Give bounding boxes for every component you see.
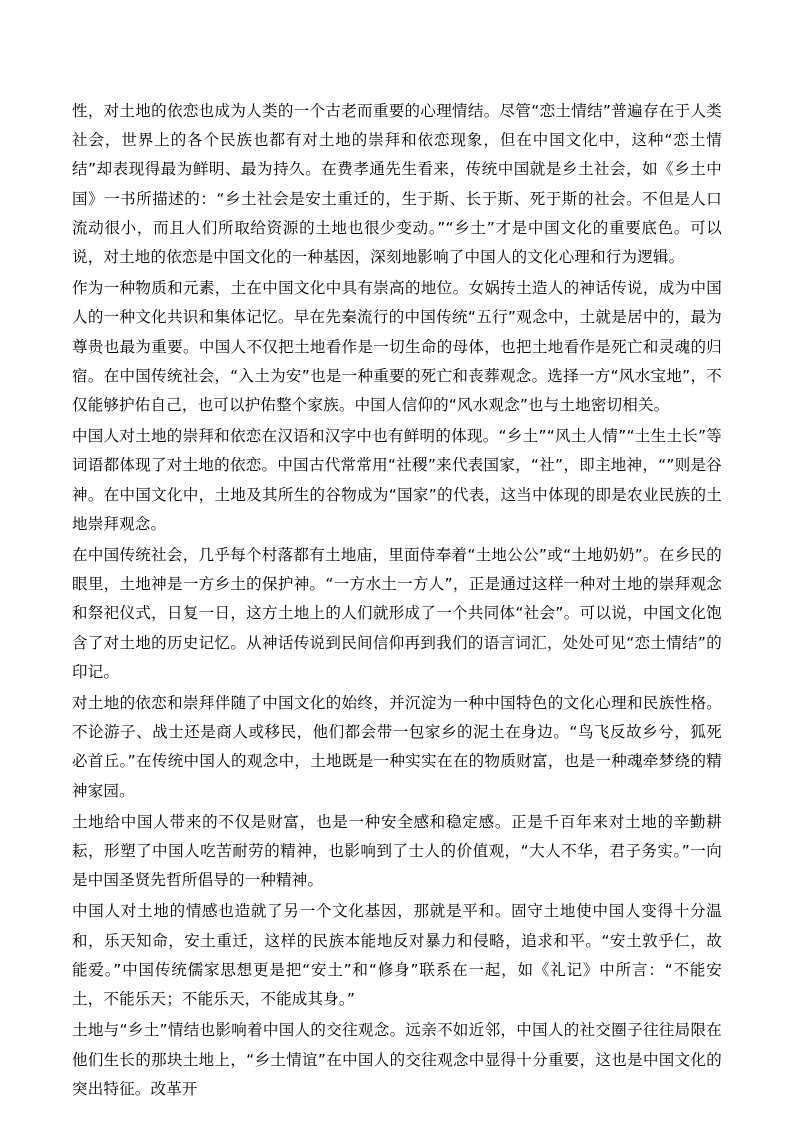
document-page [72,97,722,1104]
paragraph-7: 中国人对土地的情感也造就了另一个文化基因，那就是平和。固守土地使中国人变得十分温和，乐天知命，安土重迁，这样的民族本能地反对暴力和侵略，追求和平。“安土敦乎仁，故能爱。”中国传统儒家思想更是把“安土”和“修身”联系在一起，如《礼记》中所言：“不能安土，不能乐天；不能乐天，不能成其身。” [72,902,722,1009]
paragraph-2: 作为一种物质和元素，土在中国文化中具有崇高的地位。女娲抟土造人的神话传说，成为中国人的一种文化共识和集体记忆。早在先秦流行的中国传统“五行”观念中，土就是居中的，最为尊贵也最为重要。中国人不仅把土地看作是一切生命的母体，也把土地看作是死亡和灵魂的归宿。在中国传统社会，“入土为安”也是一种重要的死亡和丧葬观念。选择一方“风水宝地”，不仅能够护佑自己，也可以护佑整个家族。中国人信仰的“风水观念”也与土地密切相关。 [72,279,722,415]
paragraph-1: 性，对土地的依恋也成为人类的一个古老而重要的心理情结。尽管“恋土情结”普遍存在于人类社会，世界上的各个民族也都有对土地的崇拜和依恋现象，但在中国文化中，这种“恋土情结”却表现得最为鲜明、最为持久。在费孝通先生看来，传统中国就是乡土社会，如《乡土中国》一书所描述的：“乡土社会是安土重迁的，生于斯、长于斯、死于斯的社会。不但是人口流动很小，而且人们所取给资源的土地也很少变动。”“乡土”才是中国文化的重要底色。可以说，对土地的依恋是中国文化的一种基因，深刻地影响了中国人的文化心理和行为逻辑。 [72,102,722,267]
paragraph-5: 对土地的依恋和崇拜伴随了中国文化的始终，并沉淀为一种中国特色的文化心理和民族性格。不论游子、战士还是商人或移民，他们都会带一包家乡的泥土在身边。“鸟飞反故乡兮，狐死必首丘。”在传统中国人的观念中，土地既是一种实实在在的物质财富，也是一种魂牵梦绕的精神家园。 [72,694,722,800]
paragraph-6: 土地给中国人带来的不仅是财富，也是一种安全感和稳定感。正是千百年来对土地的辛勤耕耘，形塑了中国人吃苦耐劳的精神，也影响到了士人的价值观，“大人不华，君子务实。”一向是中国圣贤先哲所倡导的一种精神。 [72,812,722,890]
paragraph-3: 中国人对土地的崇拜和依恋在汉语和汉字中也有鲜明的体现。“乡土”“风土人情”“土生土长”等词语都体现了对土地的依恋。中国古代常常用“社稷”来代表国家，“社”，即主地神，“”则是谷神。在中国文化中，土地及其所生的谷物成为“国家”的代表，这当中体现的即是农业民族的土地崇拜观念。 [72,427,722,533]
paragraph-8: 土地与“乡土”情结也影响着中国人的交往观念。远亲不如近邻，中国人的社交圈子往往局限在他们生长的那块土地上，“乡土情谊”在中国人的交往观念中显得十分重要，这也是中国文化的突出特征。改革开 [72,1021,722,1098]
paragraph-4: 在中国传统社会，几乎每个村落都有土地庙，里面侍奉着“土地公公”或“土地奶奶”。在乡民的眼里，土地神是一方乡土的保护神。“一方水土一方人”，正是通过这样一种对土地的崇拜观念和祭祀仪式，日复一日，这方土地上的人们就形成了一个共同体“社会”。可以说，中国文化饱含了对土地的历史记忆。从神话传说到民间信仰再到我们的语言词汇，处处可见“恋土情结”的印记。 [72,546,722,681]
